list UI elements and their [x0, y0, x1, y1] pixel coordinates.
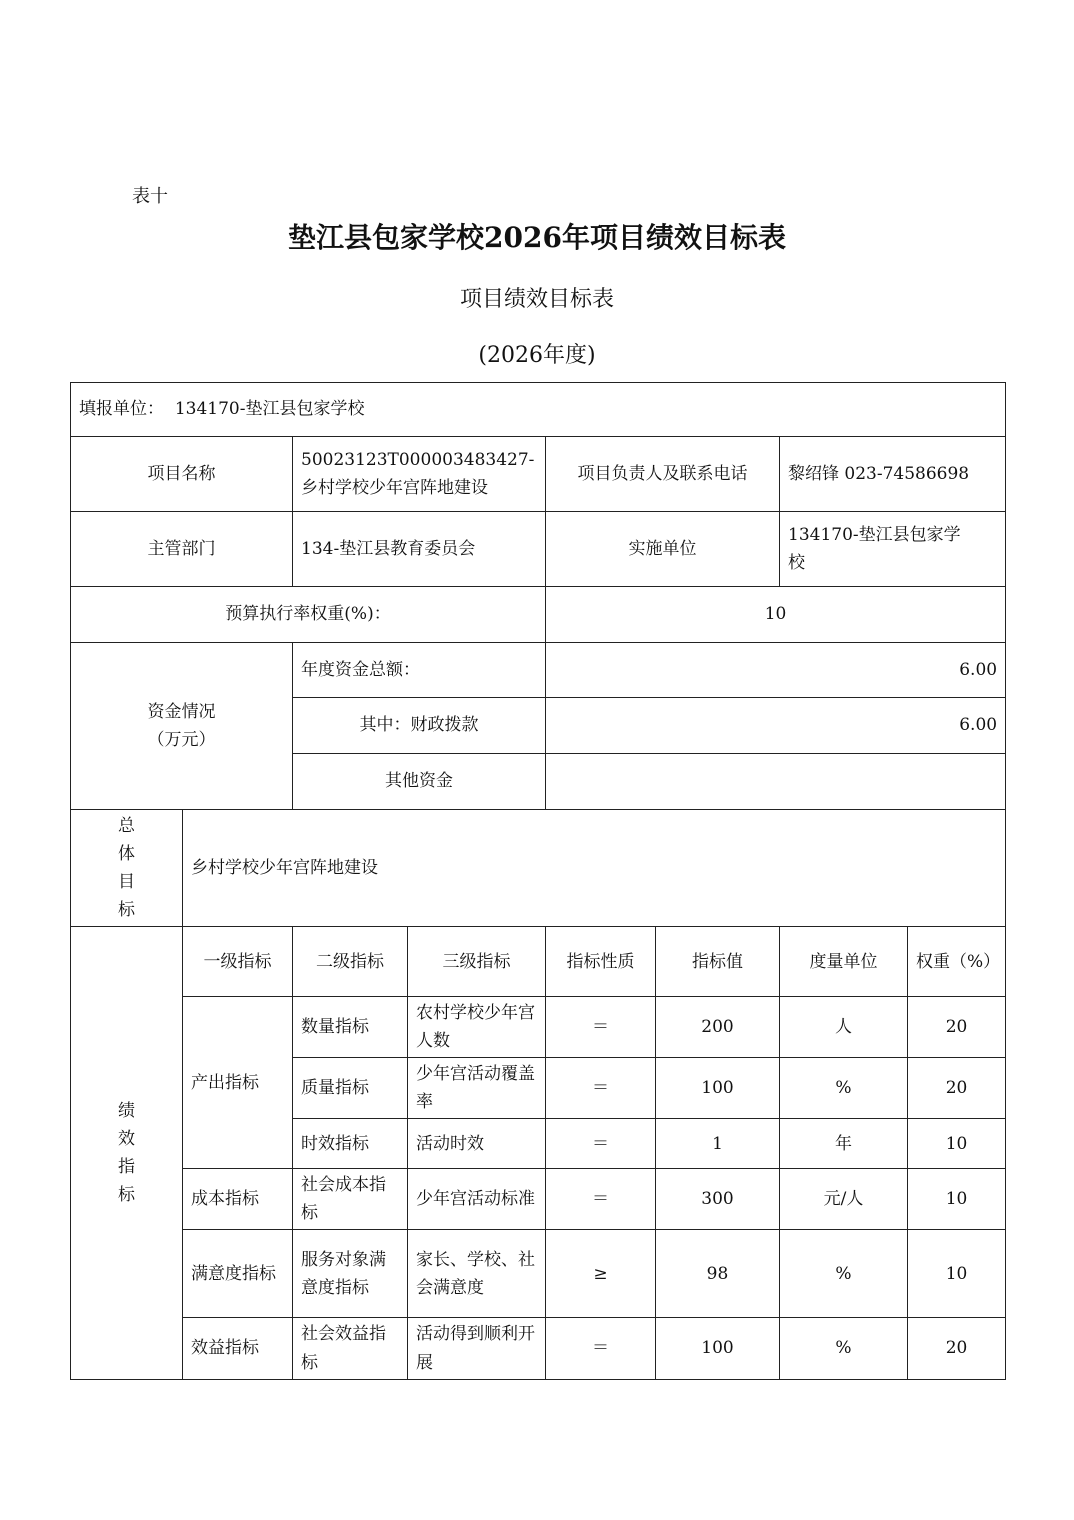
impl-unit-line2: 校: [788, 553, 805, 573]
funds-total-label: 年度资金总额：: [293, 643, 546, 698]
document-title: 垫江县包家学校2026年项目绩效目标表: [288, 221, 786, 254]
indicator-level2: 数量指标: [293, 997, 408, 1058]
overall-goal-char: 目: [118, 872, 135, 893]
funds-fiscal-label: 其中：财政拨款: [293, 698, 546, 754]
indicator-nature: ＝: [546, 1119, 656, 1169]
performance-indicator-label: [71, 927, 183, 1379]
contact-label: 项目负责人及联系电话: [546, 437, 780, 512]
funds-other-label: 其他资金: [293, 754, 546, 810]
budget-rate-value: 10: [546, 587, 1006, 643]
indicator-level1: 产出指标: [183, 997, 293, 1169]
indicator-level2: 时效指标: [293, 1119, 408, 1169]
overall-goal-char: 总: [118, 816, 135, 836]
impl-unit-line1: 134170-垫江县包家学: [788, 524, 961, 545]
funds-total-value: 6.00: [546, 643, 1006, 698]
performance-indicator-char: 标: [118, 1184, 135, 1205]
indicator-level3: 农村学校少年宫人数: [408, 997, 546, 1058]
indicator-row: [71, 1318, 1006, 1379]
indicator-value: 200: [656, 997, 780, 1058]
indicator-nature: ≥: [546, 1230, 656, 1318]
indicator-row: [71, 1230, 1006, 1318]
funds-other-value: [546, 754, 1006, 810]
performance-goal-table: [70, 382, 1006, 1380]
indicator-level2: 服务对象满意度指标: [293, 1230, 408, 1318]
indicator-level3: 少年宫活动覆盖率: [408, 1058, 546, 1119]
document-subtitle: 项目绩效目标表: [459, 287, 614, 312]
department-row: [71, 512, 1006, 587]
indicator-value: 300: [656, 1169, 780, 1230]
overall-goal-text: 乡村学校少年宫阵地建设: [183, 810, 1006, 927]
indicator-nature: ＝: [546, 1318, 656, 1379]
funds-label: [71, 643, 293, 810]
indicator-level3: 家长、学校、社会满意度: [408, 1230, 546, 1318]
project-name-label: 项目名称: [71, 437, 293, 512]
fiscal-year: (2026年度): [478, 343, 596, 368]
contact-value: 黎绍锋 023-74586698: [780, 437, 1006, 512]
indicator-nature: ＝: [546, 1058, 656, 1119]
funds-label-line2: （万元）: [147, 730, 216, 750]
dept-value: 134-垫江县教育委员会: [293, 512, 546, 587]
project-name-row: [71, 437, 1006, 512]
indicator-unit: 年: [780, 1119, 908, 1169]
project-name-value: [293, 437, 546, 512]
funds-label-line1: 资金情况: [147, 701, 216, 722]
header-nature: 指标性质: [546, 927, 656, 997]
project-code: 50023123T000003483427-: [301, 449, 535, 470]
indicator-unit: %: [780, 1058, 908, 1119]
indicator-header-row: [71, 927, 1006, 997]
performance-indicator-char: 效: [118, 1128, 135, 1149]
header-level3: 三级指标: [408, 927, 546, 997]
indicator-weight: 20: [908, 1318, 1006, 1379]
indicator-value: 100: [656, 1318, 780, 1379]
indicator-row: [71, 997, 1006, 1058]
dept-label: 主管部门: [71, 512, 293, 587]
indicator-level3: 少年宫活动标准: [408, 1169, 546, 1230]
header-weight: 权重（%）: [908, 927, 1006, 997]
funds-fiscal-value: 6.00: [546, 698, 1006, 754]
indicator-value: 100: [656, 1058, 780, 1119]
header-level1: 一级指标: [183, 927, 293, 997]
header-value: 指标值: [656, 927, 780, 997]
performance-indicator-char: 指: [118, 1156, 135, 1177]
reporting-unit-value: 134170-垫江县包家学校: [174, 399, 365, 420]
impl-unit-label: 实施单位: [546, 512, 780, 587]
indicator-weight: 20: [908, 997, 1006, 1058]
header-level2: 二级指标: [293, 927, 408, 997]
indicator-level2: 社会效益指标: [293, 1318, 408, 1379]
overall-goal-label: [71, 810, 183, 927]
indicator-level1: 成本指标: [183, 1169, 293, 1230]
indicator-row: [71, 1169, 1006, 1230]
budget-rate-label: 预算执行率权重(%)：: [71, 587, 546, 643]
table-number: 表十: [132, 186, 168, 207]
reporting-unit-row: [71, 383, 1006, 437]
indicator-weight: 10: [908, 1169, 1006, 1230]
project-title: 乡村学校少年宫阵地建设: [301, 478, 488, 498]
indicator-unit: %: [780, 1318, 908, 1379]
overall-goal-char: 体: [118, 844, 135, 865]
budget-rate-row: [71, 587, 1006, 643]
indicator-level1: 满意度指标: [183, 1230, 293, 1318]
reporting-unit-cell: [71, 383, 1006, 437]
indicator-level2: 社会成本指标: [293, 1169, 408, 1230]
indicator-nature: ＝: [546, 997, 656, 1058]
indicator-weight: 10: [908, 1230, 1006, 1318]
impl-unit-value: [780, 512, 1006, 587]
funds-total-row: [71, 643, 1006, 698]
reporting-unit-label: 填报单位：: [79, 399, 164, 420]
overall-goal-row: [71, 810, 1006, 927]
indicator-unit: 元/人: [780, 1169, 908, 1230]
indicator-level2: 质量指标: [293, 1058, 408, 1119]
header-unit: 度量单位: [780, 927, 908, 997]
performance-indicator-char: 绩: [118, 1100, 135, 1121]
indicator-unit: 人: [780, 997, 908, 1058]
indicator-value: 1: [656, 1119, 780, 1169]
overall-goal-char: 标: [118, 900, 135, 921]
indicator-nature: ＝: [546, 1169, 656, 1230]
indicator-level3: 活动得到顺利开展: [408, 1318, 546, 1379]
indicator-unit: %: [780, 1230, 908, 1318]
indicator-weight: 20: [908, 1058, 1006, 1119]
indicator-weight: 10: [908, 1119, 1006, 1169]
indicator-value: 98: [656, 1230, 780, 1318]
indicator-level3: 活动时效: [408, 1119, 546, 1169]
indicator-level1: 效益指标: [183, 1318, 293, 1379]
